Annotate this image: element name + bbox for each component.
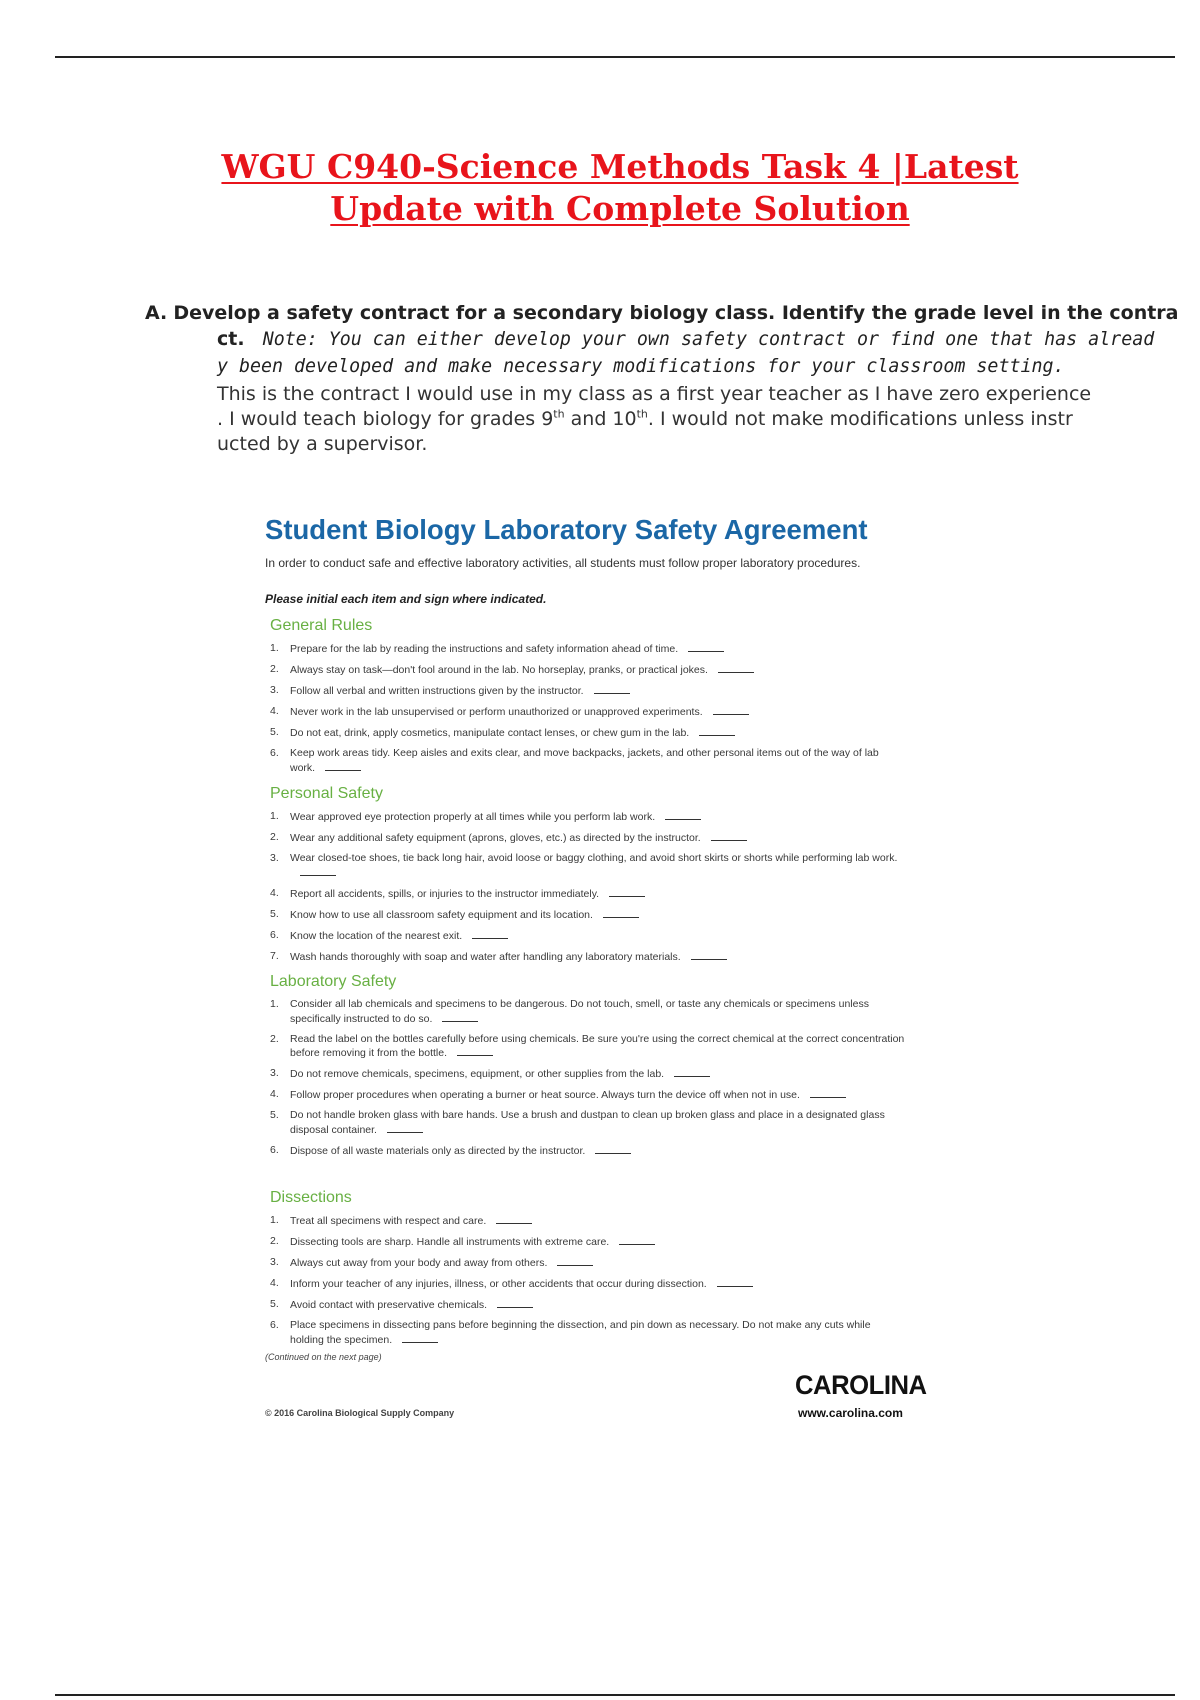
item-number: 2.	[270, 663, 279, 675]
item-text: Do not eat, drink, apply cosmetics, manipulate contact lenses, or chew gum in the lab.	[290, 727, 690, 739]
section-heading: Personal Safety	[270, 785, 383, 802]
item-text: Never work in the lab unsupervised or perform unauthorized or unapproved experiments.	[290, 706, 703, 718]
initial-blank[interactable]	[691, 950, 727, 960]
item-number: 4.	[270, 1277, 279, 1289]
initial-blank[interactable]	[496, 1214, 532, 1224]
item-number: 4.	[270, 1088, 279, 1100]
agreement-item	[270, 950, 905, 965]
item-text: Keep work areas tidy. Keep aisles and exits clear, and move backpacks, jackets, and other personal items out of the way of lab work.	[290, 747, 879, 774]
copyright: © 2016 Carolina Biological Supply Company	[265, 1408, 455, 1418]
item-text: Wear closed-toe shoes, tie back long hair, avoid loose or baggy clothing, and avoid short skirts or shorts while performing lab work.	[290, 852, 898, 864]
section-general-rules	[270, 616, 920, 782]
agreement-item	[270, 1033, 905, 1061]
agreement-item	[270, 726, 905, 741]
agreement-instruction: Please initial each item and sign where indicated.	[265, 592, 547, 606]
item-text: Dissecting tools are sharp. Handle all instruments with extreme care.	[290, 1236, 610, 1248]
bottom-rule	[55, 1694, 1175, 1696]
carolina-logo: CAROLINA	[795, 1370, 927, 1400]
item-text: Report all accidents, spills, or injuries to the instructor immediately.	[290, 887, 600, 900]
item-number: 5.	[270, 1298, 279, 1310]
top-rule	[55, 56, 1175, 58]
item-text: Read the label on the bottles carefully before using chemicals. Be sure you're using the correct chemical at the correct concentration before removing it from the bottle.	[290, 1032, 905, 1059]
initial-blank[interactable]	[325, 761, 361, 771]
initial-blank[interactable]	[711, 831, 747, 841]
initial-blank[interactable]	[557, 1256, 593, 1266]
agreement-item	[270, 852, 905, 880]
item-number: 2.	[270, 831, 279, 843]
item-text: Place specimens in dissecting pans before beginning the dissection, and pin down as necessary. Do not make any cuts while holding the specimen.	[290, 1319, 871, 1346]
item-number: 4.	[270, 705, 279, 717]
answer-line-3	[145, 432, 1095, 457]
initial-blank[interactable]	[688, 642, 724, 652]
agreement-item	[270, 1319, 905, 1347]
continued-note: (Continued on the next page)	[265, 1352, 382, 1362]
item-text: Always cut away from your body and away from others.	[290, 1257, 548, 1269]
agreement-item	[270, 929, 905, 944]
answer-text-3: ucted by a supervisor.	[217, 433, 428, 455]
item-text: Wash hands thoroughly with soap and water after handling any laboratory materials.	[290, 950, 681, 963]
agreement-item	[270, 831, 905, 846]
task-note-line-1: Note: You can either develop your own safety contract or find one that has alread	[262, 329, 1155, 350]
document-title-line-1: WGU C940-Science Methods Task 4 |Latest	[221, 147, 1019, 186]
initial-blank[interactable]	[457, 1046, 493, 1056]
answer-sup-1: th	[553, 407, 565, 421]
task-prompt-text: Develop a safety contract for a secondary biology class. Identify the grade level in the contra	[173, 302, 1179, 324]
agreement-item	[270, 705, 905, 720]
agreement-item	[270, 642, 905, 657]
answer-text-2a: . I would teach biology for grades 9	[217, 408, 554, 430]
item-number: 1.	[270, 998, 279, 1010]
item-number: 7.	[270, 949, 279, 962]
agreement-item	[270, 1088, 905, 1103]
agreement-item	[270, 747, 905, 775]
task-prompt-line-3	[145, 353, 1095, 380]
item-number: 4.	[270, 886, 279, 899]
item-text: Know the location of the nearest exit.	[290, 929, 463, 942]
agreement-title: Student Biology Laboratory Safety Agreement	[265, 514, 868, 545]
answer-text-1: This is the contract I would use in my class as a first year teacher as I have zero experience	[217, 383, 1092, 405]
section-personal-safety	[270, 784, 920, 971]
item-number: 5.	[270, 726, 279, 738]
agreement-item	[270, 1214, 905, 1229]
item-number: 3.	[270, 1256, 279, 1268]
initial-blank[interactable]	[300, 866, 336, 876]
initial-blank[interactable]	[472, 929, 508, 939]
initial-blank[interactable]	[619, 1235, 655, 1245]
agreement-item	[270, 1298, 905, 1313]
safety-agreement-image	[240, 508, 940, 1428]
item-text: Wear any additional safety equipment (aprons, gloves, etc.) as directed by the instructor.	[290, 832, 701, 844]
answer-line-2	[145, 407, 1095, 432]
initial-blank[interactable]	[674, 1067, 710, 1077]
agreement-item	[270, 684, 905, 699]
task-marker: A.	[145, 302, 168, 324]
item-number: 2.	[270, 1235, 279, 1247]
answer-text-2b: and 10	[564, 408, 637, 430]
task-section	[145, 300, 1179, 457]
item-text: Follow proper procedures when operating a burner or heat source. Always turn the device off when not in use.	[290, 1089, 800, 1101]
initial-blank[interactable]	[810, 1088, 846, 1098]
initial-blank[interactable]	[699, 726, 735, 736]
item-number: 1.	[270, 1214, 279, 1226]
initial-blank[interactable]	[665, 810, 701, 820]
item-text: Always stay on task—don't fool around in the lab. No horseplay, pranks, or practical jokes.	[290, 664, 708, 676]
answer-sup-2: th	[636, 407, 648, 421]
agreement-item	[270, 1256, 905, 1271]
agreement-item	[270, 1235, 905, 1250]
item-number: 5.	[270, 907, 279, 920]
answer-line-1	[145, 382, 1095, 407]
item-text: Prepare for the lab by reading the instructions and safety information ahead of time.	[290, 643, 679, 655]
task-prompt-end: ct.	[217, 328, 245, 350]
item-number: 1.	[270, 642, 279, 654]
item-number: 5.	[270, 1109, 279, 1121]
initial-blank[interactable]	[497, 1298, 533, 1308]
agreement-intro: In order to conduct safe and effective laboratory activities, all students must follow proper laboratory procedures.	[265, 556, 861, 570]
agreement-item	[270, 887, 905, 902]
section-heading: Laboratory Safety	[270, 973, 397, 990]
item-text: Inform your teacher of any injuries, illness, or other accidents that occur during dissection.	[290, 1278, 707, 1290]
item-number: 6.	[270, 1319, 279, 1331]
item-number: 3.	[270, 852, 279, 864]
item-number: 3.	[270, 1067, 279, 1079]
initial-blank[interactable]	[609, 887, 645, 897]
document-title	[120, 146, 1120, 230]
item-text: Follow all verbal and written instructions given by the instructor.	[290, 685, 584, 697]
initial-blank[interactable]	[595, 1144, 631, 1154]
initial-blank[interactable]	[442, 1012, 478, 1022]
carolina-url: www.carolina.com	[798, 1406, 903, 1420]
task-prompt-line-1	[145, 300, 1179, 326]
item-number: 6.	[270, 928, 279, 941]
initial-blank[interactable]	[713, 705, 749, 715]
agreement-item	[270, 1144, 905, 1159]
item-number: 2.	[270, 1032, 279, 1045]
item-number: 1.	[270, 810, 279, 822]
item-text: Consider all lab chemicals and specimens to be dangerous. Do not touch, smell, or taste any chemicals or specimens unless specifically instructed to do so.	[290, 998, 869, 1025]
agreement-item	[270, 998, 905, 1026]
agreement-item	[270, 908, 905, 923]
item-text: Wear approved eye protection properly at all times while you perform lab work.	[290, 811, 656, 823]
initial-blank[interactable]	[387, 1123, 423, 1133]
initial-blank[interactable]	[718, 663, 754, 673]
item-text: Do not handle broken glass with bare hands. Use a brush and dustpan to clean up broken glass and place in a designated glass disposal container.	[290, 1109, 885, 1136]
section-heading: Dissections	[270, 1189, 352, 1206]
section-dissections	[270, 1188, 920, 1354]
agreement-item	[270, 663, 905, 678]
initial-blank[interactable]	[402, 1333, 438, 1343]
initial-blank[interactable]	[594, 684, 630, 694]
item-text: Know how to use all classroom safety equipment and its location.	[290, 908, 593, 921]
item-text: Do not remove chemicals, specimens, equipment, or other supplies from the lab.	[290, 1068, 665, 1080]
item-text: Treat all specimens with respect and care.	[290, 1215, 487, 1227]
initial-blank[interactable]	[603, 908, 639, 918]
item-text: Avoid contact with preservative chemicals.	[290, 1299, 488, 1311]
document-title-line-2: Update with Complete Solution	[330, 189, 910, 228]
item-number: 6.	[270, 747, 279, 759]
agreement-item	[270, 1067, 905, 1082]
answer-text-2c: . I would not make modifications unless instr	[647, 408, 1073, 430]
section-laboratory-safety	[270, 972, 920, 1165]
item-number: 6.	[270, 1143, 279, 1156]
agreement-item	[270, 1277, 905, 1292]
initial-blank[interactable]	[717, 1277, 753, 1287]
item-number: 3.	[270, 684, 279, 696]
item-text: Dispose of all waste materials only as directed by the instructor.	[290, 1144, 586, 1157]
section-heading: General Rules	[270, 617, 373, 634]
task-note-line-2: y been developed and make necessary modifications for your classroom setting.	[217, 356, 1065, 377]
task-prompt-line-2	[145, 326, 1155, 353]
agreement-item	[270, 810, 905, 825]
agreement-item	[270, 1109, 905, 1137]
